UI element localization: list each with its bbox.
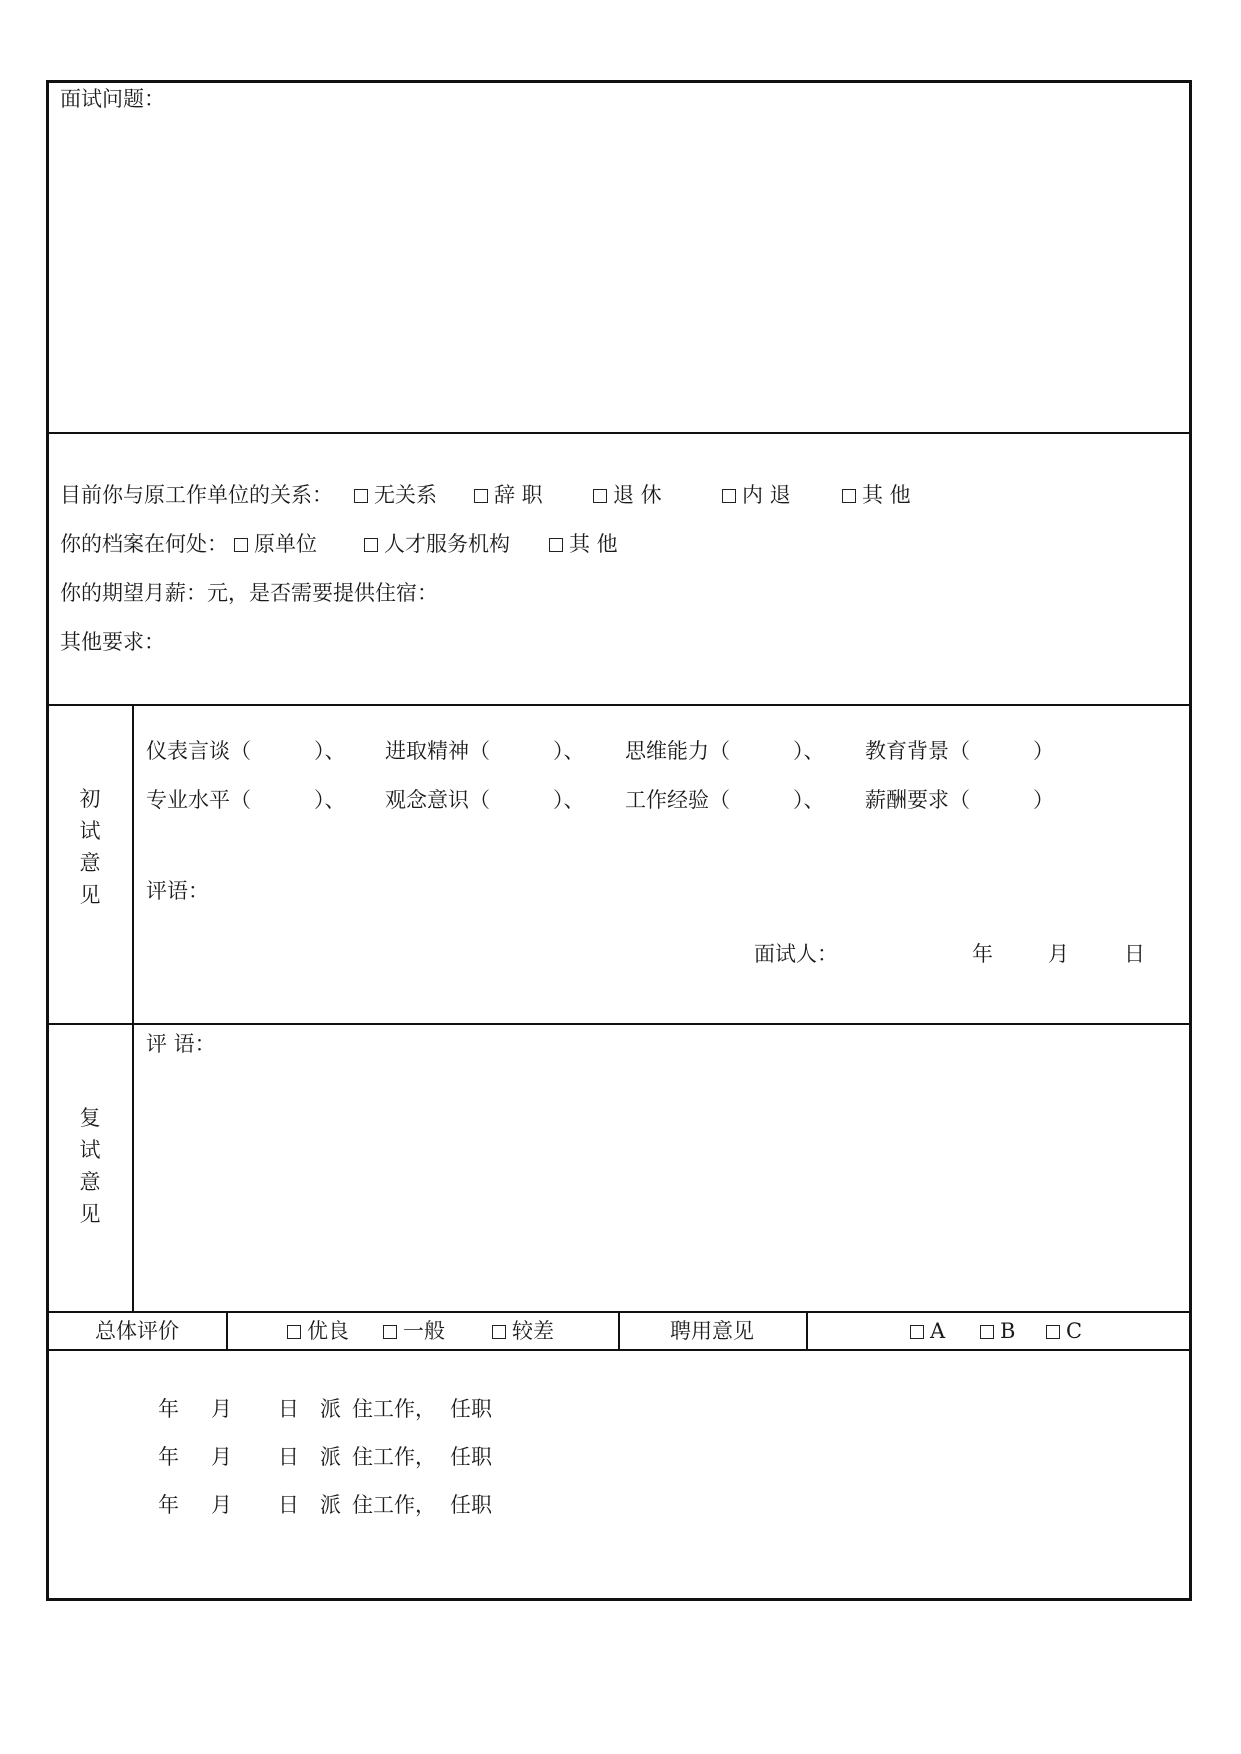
other-requirements-label: 其他要求：: [60, 630, 165, 654]
checkbox-icon: [364, 538, 378, 552]
hire-opinion-label: 聘用意见: [670, 1319, 754, 1343]
first-date-year: 年: [972, 942, 993, 966]
score-concept: 观念意识（ ）、: [385, 788, 585, 812]
side-column-divider: [132, 704, 134, 1312]
relation-option-other[interactable]: 其 他: [842, 485, 911, 506]
first-date-day: 日: [1124, 942, 1145, 966]
frame-top: [46, 80, 1192, 83]
assign-month: 月: [211, 1397, 232, 1421]
relation-label: 目前你与原工作单位的关系：: [60, 483, 333, 507]
assign-day: 日: [278, 1397, 299, 1421]
assign-month: 月: [211, 1493, 232, 1517]
assign-post: 任职: [450, 1493, 492, 1517]
overall-option-excellent[interactable]: 优良: [287, 1321, 349, 1342]
summary-divider-1: [226, 1311, 228, 1350]
divider-3: [46, 1023, 1192, 1025]
file-option-talent-center[interactable]: 人才服务机构: [364, 534, 510, 555]
score-professional: 专业水平（ ）、: [146, 788, 346, 812]
first-date-month: 月: [1048, 942, 1069, 966]
divider-1: [46, 432, 1192, 434]
assign-work: 住工作，: [352, 1397, 436, 1421]
relation-option-resign[interactable]: 辞 职: [474, 485, 543, 506]
second-interview-side-label: 复 试 意 见: [79, 1106, 101, 1226]
assign-dispatch: 派: [320, 1493, 341, 1517]
checkbox-icon: [549, 538, 563, 552]
assign-year: 年: [158, 1397, 179, 1421]
checkbox-icon: [1046, 1325, 1060, 1339]
assign-year: 年: [158, 1445, 179, 1469]
assign-dispatch: 派: [320, 1397, 341, 1421]
score-thinking: 思维能力（ ）、: [625, 739, 825, 763]
questions-label: 面试问题：: [60, 87, 165, 111]
score-experience: 工作经验（ ）、: [625, 788, 825, 812]
file-option-other[interactable]: 其 他: [549, 534, 618, 555]
hire-option-c[interactable]: C: [1046, 1321, 1082, 1342]
assign-day: 日: [278, 1493, 299, 1517]
checkbox-icon: [234, 538, 248, 552]
overall-option-poor[interactable]: 较差: [492, 1321, 554, 1342]
score-education: 教育背景（ ）: [865, 739, 1054, 763]
salary-line: 你的期望月薪：元，是否需要提供住宿：: [60, 581, 438, 605]
assign-day: 日: [278, 1445, 299, 1469]
assign-dispatch: 派: [320, 1445, 341, 1469]
second-comment-label: 评 语：: [146, 1032, 216, 1056]
frame-left: [46, 80, 49, 1601]
hire-option-a[interactable]: A: [910, 1321, 945, 1342]
checkbox-icon: [842, 489, 856, 503]
summary-divider-3: [806, 1311, 808, 1350]
checkbox-icon: [722, 489, 736, 503]
assign-year: 年: [158, 1493, 179, 1517]
summary-divider-2: [618, 1311, 620, 1350]
file-label: 你的档案在何处：: [60, 532, 228, 556]
file-option-original[interactable]: 原单位: [234, 534, 317, 555]
interviewer-label: 面试人：: [754, 942, 838, 966]
score-ambition: 进取精神（ ）、: [385, 739, 585, 763]
overall-option-average[interactable]: 一般: [383, 1321, 445, 1342]
relation-option-none[interactable]: 无关系: [354, 485, 437, 506]
checkbox-icon: [287, 1325, 301, 1339]
first-comment-label: 评语：: [146, 879, 209, 903]
assign-work: 住工作，: [352, 1445, 436, 1469]
relation-option-internal-retire[interactable]: 内 退: [722, 485, 791, 506]
divider-2: [46, 704, 1192, 706]
frame-bottom: [46, 1598, 1192, 1601]
score-salary-requirement: 薪酬要求（ ）: [865, 788, 1054, 812]
overall-evaluation-label: 总体评价: [95, 1319, 179, 1343]
score-appearance: 仪表言谈（ ）、: [146, 739, 346, 763]
checkbox-icon: [980, 1325, 994, 1339]
assign-month: 月: [211, 1445, 232, 1469]
frame-right: [1189, 80, 1192, 1601]
hire-option-b[interactable]: B: [980, 1321, 1015, 1342]
first-interview-side-label: 初 试 意 见: [79, 787, 101, 907]
checkbox-icon: [383, 1325, 397, 1339]
checkbox-icon: [354, 489, 368, 503]
checkbox-icon: [474, 489, 488, 503]
checkbox-icon: [492, 1325, 506, 1339]
assign-post: 任职: [450, 1445, 492, 1469]
checkbox-icon: [593, 489, 607, 503]
checkbox-icon: [910, 1325, 924, 1339]
assign-post: 任职: [450, 1397, 492, 1421]
relation-option-retire[interactable]: 退 休: [593, 485, 662, 506]
assign-work: 住工作，: [352, 1493, 436, 1517]
